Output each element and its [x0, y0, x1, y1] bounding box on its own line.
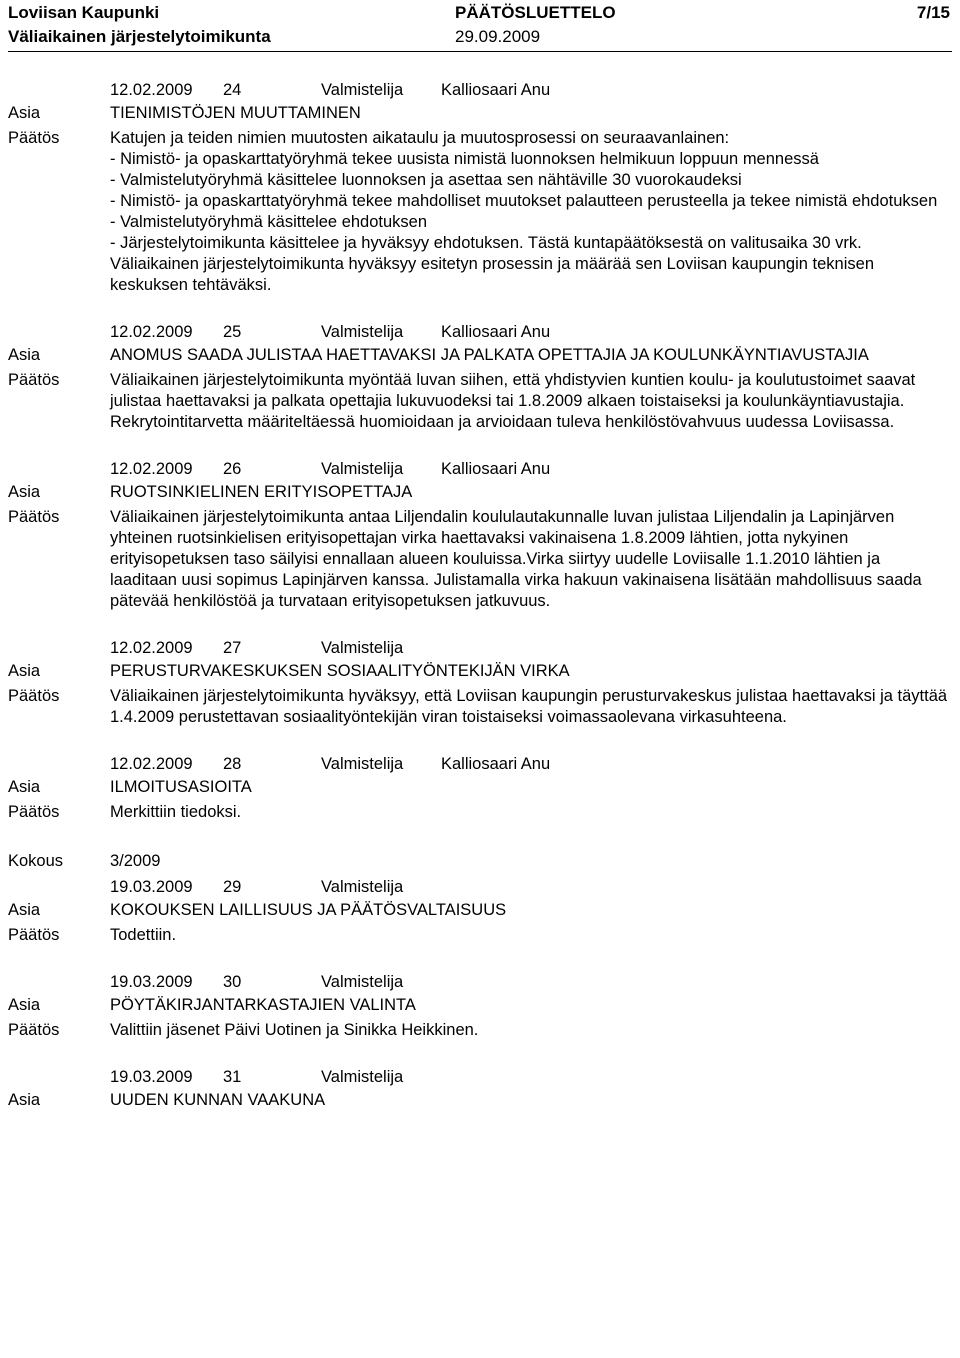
asia-label: Asia	[8, 483, 41, 501]
paatos-label: Päätös	[8, 129, 60, 147]
preparer-name: Kalliosaari Anu	[441, 460, 551, 478]
page-header	[8, 0, 952, 50]
decision-row	[8, 370, 948, 433]
item-decision: Katujen ja teiden nimien muutosten aikataulu ja muutosprosessi on seuraavanlainen: - Nimistö- ja opaskarttatyöryhmä tekee uusista nimistä luonnoksen helmikuun loppuun mennessä - Valmistelutyöryhmä käsittelee luonnoksen ja asettaa sen nähtäville 30 vuorokaudeksi - Nimistö- ja opaskarttatyöryhmä tekee mahdolliset muutokset palautteen perusteella ja tekee nimistä ehdotuksen - Valmistelutyöryhmä käsittelee ehdotuksen - Järjestelytoimikunta käsittelee ja hyväksyy ehdotuksen. Tästä kuntapäätöksestä on valitusaika 30 vrk. Väliaikainen järjestelytoimikunta hyväksyy esitetyn prosessin ja määrää sen Loviisan kaupungin teknisen keskuksen tehtäväksi.	[110, 129, 938, 294]
preparer-label: Valmistelija	[321, 973, 404, 991]
decision-item-30	[8, 972, 948, 1041]
decision-row	[8, 507, 948, 612]
paatos-label: Päätös	[8, 803, 60, 821]
paatos-label: Päätös	[8, 926, 60, 944]
item-meta	[8, 80, 948, 103]
item-number: 31	[223, 1068, 242, 1086]
decision-row	[8, 925, 948, 946]
item-subject: PERUSTURVAKESKUKSEN SOSIAALITYÖNTEKIJÄN VIRKA	[110, 662, 570, 680]
item-date: 12.02.2009	[110, 460, 193, 478]
paatos-label: Päätös	[8, 687, 60, 705]
item-date: 19.03.2009	[110, 878, 193, 896]
item-decision: Väliaikainen järjestelytoimikunta myöntää luvan siihen, että yhdistyvien kuntien koulu- ja koulutustoimet saavat julistaa haettavaksi ja palkata opettajia lukuvuodeksi tai 1.8.2009 alkaen toistaiseksi ja koulunkäyntiavustajia. Rekrytointitarvetta määriteltäessä huomioidaan ja arvioidaan tuleva henkilöstövahvuus uudessa Loviisassa.	[110, 371, 916, 431]
decision-item-29	[8, 877, 948, 946]
preparer-name: Kalliosaari Anu	[441, 323, 551, 341]
subject-row	[8, 345, 948, 366]
item-decision: Todettiin.	[110, 926, 177, 944]
asia-label: Asia	[8, 346, 41, 364]
subject-row	[8, 777, 948, 798]
item-date: 19.03.2009	[110, 973, 193, 991]
header-city: Loviisan Kaupunki	[8, 3, 160, 22]
item-meta	[8, 638, 948, 661]
item-decision: Väliaikainen järjestelytoimikunta hyväksyy, että Loviisan kaupungin perusturvakeskus julistaa haettavaksi ja täyttää 1.4.2009 perustettavan sosiaalityöntekijän viran toistaiseksi voimassaolevana virkasuhteena.	[110, 687, 948, 726]
decision-row	[8, 1020, 948, 1041]
item-number: 25	[223, 323, 242, 341]
decision-row	[8, 686, 948, 728]
header-body: Väliaikainen järjestelytoimikunta	[8, 27, 271, 46]
header-rule	[8, 51, 952, 52]
header-page-number: 7/15	[916, 3, 950, 22]
asia-label: Asia	[8, 1091, 41, 1109]
preparer-label: Valmistelija	[321, 460, 404, 478]
item-number: 27	[223, 639, 242, 657]
paatos-label: Päätös	[8, 508, 60, 526]
preparer-label: Valmistelija	[321, 639, 404, 657]
item-number: 26	[223, 460, 242, 478]
subject-row	[8, 661, 948, 682]
item-number: 24	[223, 81, 242, 99]
preparer-label: Valmistelija	[321, 878, 404, 896]
decision-item-27	[8, 638, 948, 728]
preparer-name: Kalliosaari Anu	[441, 755, 551, 773]
item-meta	[8, 322, 948, 345]
decision-item-31	[8, 1067, 948, 1111]
decision-item-28	[8, 754, 948, 823]
item-date: 12.02.2009	[110, 639, 193, 657]
item-date: 12.02.2009	[110, 81, 193, 99]
preparer-label: Valmistelija	[321, 81, 404, 99]
item-date: 12.02.2009	[110, 323, 193, 341]
item-number: 28	[223, 755, 242, 773]
meeting-number: 3/2009	[110, 852, 161, 870]
header-doc-title: PÄÄTÖSLUETTELO	[455, 3, 616, 22]
item-subject: KOKOUKSEN LAILLISUUS JA PÄÄTÖSVALTAISUUS	[110, 901, 507, 919]
preparer-name: Kalliosaari Anu	[441, 81, 551, 99]
subject-row	[8, 482, 948, 503]
item-decision: Merkittiin tiedoksi.	[110, 803, 242, 821]
decision-item-24	[8, 80, 948, 296]
paatos-label: Päätös	[8, 1021, 60, 1039]
subject-row	[8, 995, 948, 1016]
item-meta	[8, 754, 948, 777]
subject-row	[8, 900, 948, 921]
item-subject: PÖYTÄKIRJANTARKASTAJIEN VALINTA	[110, 996, 416, 1014]
item-meta	[8, 459, 948, 482]
decision-list	[8, 80, 948, 1137]
decision-item-25	[8, 322, 948, 433]
item-number: 30	[223, 973, 242, 991]
asia-label: Asia	[8, 996, 41, 1014]
item-meta	[8, 877, 948, 900]
asia-label: Asia	[8, 778, 41, 796]
paatos-label: Päätös	[8, 371, 60, 389]
item-subject: ANOMUS SAADA JULISTAA HAETTAVAKSI JA PALKATA OPETTAJIA JA KOULUNKÄYNTIAVUSTAJIA	[110, 346, 869, 364]
subject-row	[8, 103, 948, 124]
item-subject: ILMOITUSASIOITA	[110, 778, 252, 796]
asia-label: Asia	[8, 662, 41, 680]
asia-label: Asia	[8, 104, 41, 122]
item-decision: Valittiin jäsenet Päivi Uotinen ja Sinikka Heikkinen.	[110, 1021, 479, 1039]
item-subject: UUDEN KUNNAN VAAKUNA	[110, 1091, 326, 1109]
item-date: 19.03.2009	[110, 1068, 193, 1086]
decision-item-26	[8, 459, 948, 612]
item-decision: Väliaikainen järjestelytoimikunta antaa Liljendalin koululautakunnalle luvan julistaa Liljendalin ja Lapinjärven yhteinen ruotsinkielisen erityisopettajan virka haettavaksi vakinaisena 1.8.2009 lähtien, jotta nykyinen erityisopetuksen taso säilyisi ennallaan alueen kouluissa.Virka siirtyy uudelle Loviisalle 1.1.2010 lähtien ja laaditaan uusi sopimus Lapinjärven kanssa. Julistamalla virka hakuun vakinaisena lisätään mahdollisuus saada pätevää henkilöstöä ja turvataan erityisopetuksen jatkuvuus.	[110, 508, 922, 610]
item-meta	[8, 1067, 948, 1090]
kokous-label: Kokous	[8, 852, 64, 870]
decision-row	[8, 802, 948, 823]
item-meta	[8, 972, 948, 995]
preparer-label: Valmistelija	[321, 323, 404, 341]
item-date: 12.02.2009	[110, 755, 193, 773]
decision-row	[8, 128, 948, 296]
asia-label: Asia	[8, 901, 41, 919]
item-subject: TIENIMISTÖJEN MUUTTAMINEN	[110, 104, 361, 122]
item-number: 29	[223, 878, 242, 896]
subject-row	[8, 1090, 948, 1111]
preparer-label: Valmistelija	[321, 755, 404, 773]
item-subject: RUOTSINKIELINEN ERITYISOPETTAJA	[110, 483, 413, 501]
meeting-row	[8, 851, 948, 875]
header-date: 29.09.2009	[455, 27, 541, 46]
preparer-label: Valmistelija	[321, 1068, 404, 1086]
